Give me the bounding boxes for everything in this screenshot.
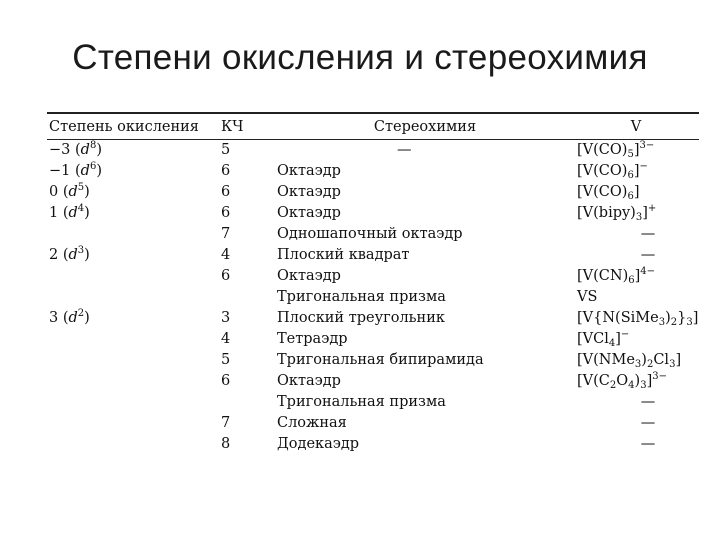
cell-stereochemistry: — — [397, 142, 412, 158]
table-row — [47, 329, 699, 350]
table-row — [47, 140, 699, 162]
cell-oxidation-state: 2 $(d^3)$ — [49, 245, 90, 263]
cell-coordination-number — [221, 287, 277, 308]
table-row — [47, 182, 699, 203]
cell-coordination-number: 4 — [221, 247, 231, 263]
cell-coordination-number: 4 — [221, 331, 231, 347]
cell-stereochemistry: Октаэдр — [277, 184, 341, 200]
table-row — [47, 245, 699, 266]
cell-compound: — — [640, 226, 656, 242]
cell-oxidation-state — [47, 434, 221, 455]
header-oxidation-state: Степень окисления — [49, 119, 199, 135]
table-row — [47, 203, 699, 224]
cell-coordination-number: 5 — [221, 352, 231, 368]
cell-coordination-number — [221, 392, 277, 413]
cell-coordination-number: 5 — [221, 142, 231, 158]
cell-compound: [VCl$_4$]− — [577, 329, 630, 349]
cell-oxidation-state — [47, 329, 221, 350]
cell-oxidation-state: −1 $(d^6)$ — [49, 161, 102, 179]
cell-oxidation-state — [47, 371, 221, 392]
cell-compound: $[V(C_2O_4)_3]^{3-}$ — [577, 371, 667, 391]
cell-coordination-number: 7 — [221, 226, 231, 242]
cell-oxidation-state — [47, 392, 221, 413]
cell-stereochemistry: Октаэдр — [277, 205, 341, 221]
cell-coordination-number: 3 — [221, 310, 231, 326]
cell-stereochemistry: Тригональная призма — [277, 394, 446, 410]
cell-compound: $[V(NMe_3)_2Cl_3]$ — [577, 352, 682, 370]
cell-compound: $[V(CO)_6]$ — [577, 184, 640, 202]
cell-coordination-number: 8 — [221, 436, 231, 452]
cell-oxidation-state: 1 $(d^4)$ — [49, 203, 90, 221]
cell-oxidation-state: 3 $(d^2)$ — [49, 308, 90, 326]
header-element: V — [630, 119, 642, 135]
cell-stereochemistry: Сложная — [277, 415, 347, 431]
header-coordination-number: КЧ — [221, 119, 244, 135]
cell-stereochemistry: Тетраэдр — [277, 331, 348, 347]
header-stereochemistry: Стереохимия — [373, 119, 477, 135]
table-row — [47, 308, 699, 329]
cell-coordination-number: 6 — [221, 268, 231, 284]
cell-coordination-number: 6 — [221, 373, 231, 389]
cell-stereochemistry: Октаэдр — [277, 373, 341, 389]
cell-compound: — — [640, 394, 656, 410]
cell-compound: — — [640, 415, 656, 431]
slide-title: Степени окисления и стереохимия — [72, 38, 648, 77]
table-row — [47, 224, 699, 245]
table-row — [47, 371, 699, 392]
cell-oxidation-state — [47, 266, 221, 287]
stereochemistry-table — [47, 112, 699, 455]
cell-stereochemistry: Октаэдр — [277, 163, 341, 179]
cell-oxidation-state — [47, 350, 221, 371]
cell-stereochemistry: Додекаэдр — [277, 436, 360, 452]
cell-stereochemistry: Октаэдр — [277, 268, 341, 284]
table-top-rule — [47, 112, 699, 114]
cell-stereochemistry: Тригональная призма — [277, 289, 446, 305]
table-row — [47, 161, 699, 182]
table-row — [47, 413, 699, 434]
cell-compound: $[V(CN)_6]^{4-}$ — [577, 266, 656, 286]
cell-oxidation-state — [47, 413, 221, 434]
cell-compound: — — [640, 247, 656, 263]
table-header-row — [47, 117, 699, 140]
table-row — [47, 392, 699, 413]
cell-oxidation-state: 0 $(d^5)$ — [49, 182, 90, 200]
cell-compound: $[V\{N(SiMe_3)_2\}_3]$ — [577, 310, 699, 328]
cell-coordination-number: 7 — [221, 415, 231, 431]
table-row — [47, 266, 699, 287]
cell-stereochemistry: Тригональная бипирамида — [277, 352, 484, 368]
cell-coordination-number: 6 — [221, 184, 231, 200]
table-body — [47, 140, 699, 456]
cell-stereochemistry: Плоский треугольник — [277, 310, 445, 326]
table-row — [47, 434, 699, 455]
cell-compound: $[V(CO)_6]^-$ — [577, 161, 648, 181]
cell-coordination-number: 6 — [221, 163, 231, 179]
table-row — [47, 350, 699, 371]
cell-oxidation-state — [47, 224, 221, 245]
cell-compound: — — [640, 436, 656, 452]
cell-compound: VS — [577, 289, 598, 305]
cell-coordination-number: 6 — [221, 205, 231, 221]
cell-compound: $[V(CO)_5]^{3-}$ — [577, 140, 655, 160]
cell-compound: $[V(bipy)_3]^+$ — [577, 203, 657, 223]
table-row — [47, 287, 699, 308]
cell-stereochemistry: Плоский квадрат — [277, 247, 410, 263]
cell-oxidation-state: −3 $(d^8)$ — [49, 140, 102, 158]
cell-stereochemistry: Одношапочный октаэдр — [277, 226, 463, 242]
cell-oxidation-state — [47, 287, 221, 308]
